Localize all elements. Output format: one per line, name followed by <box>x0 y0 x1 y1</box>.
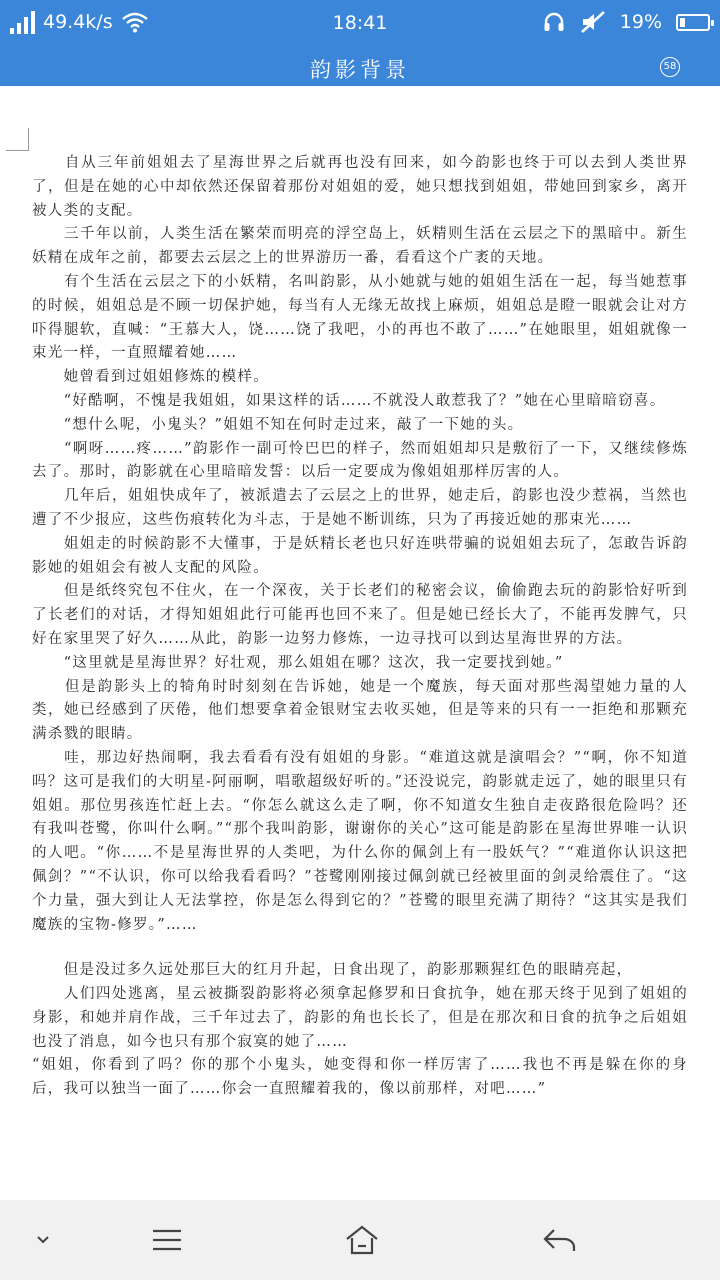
paragraph: 她曾看到过姐姐修炼的模样。 <box>32 369 269 386</box>
home-button[interactable] <box>337 1216 387 1264</box>
mute-icon <box>580 10 606 34</box>
paragraph: 有个生活在云层之下的小妖精，名叫韵影，从小她就与她的姐姐生活在一起，每当她惹事的时候，姐姐总是不顾一切保护她，每当有人无缘无故找上麻烦，姐姐总是瞪一眼就会让对方吓得腿软，直喊：“王慕大人，饶……饶了我吧，小的再也不敢了……”在她眼里，姐姐就像一束光一样，一直照耀着她…… <box>32 273 688 362</box>
paragraph: “好酷啊，不愧是我姐姐，如果这样的话……不就没人敢惹我了？”她在心里暗暗窃喜。 <box>32 392 666 409</box>
document-body <box>32 152 688 1102</box>
chevron-down-button[interactable] <box>18 1216 68 1264</box>
back-button[interactable] <box>535 1216 585 1264</box>
chevron-down-icon <box>34 1234 52 1246</box>
network-speed: 49.4k/s <box>43 11 113 33</box>
paragraph-gap <box>32 937 688 959</box>
paragraph: 三千年以前，人类生活在繁荣而明亮的浮空岛上，妖精则生活在云层之下的黑暗中。新生妖精在成年之前，都要去云层之上的世界游历一番，看看这个广袤的天地。 <box>32 226 688 267</box>
status-time: 18:41 <box>332 12 388 34</box>
page-title: 韵影背景 <box>310 58 410 82</box>
menu-button[interactable] <box>142 1216 192 1264</box>
paragraph: 姐姐走的时候韵影不大懂事，于是妖精长老也只好连哄带骗的说姐姐去玩了，怎敢告诉韵影她的姐姐会有被人支配的风险。 <box>32 535 688 576</box>
battery-percent: 19% <box>619 11 662 33</box>
paragraph: 几年后，姐姐快成年了，被派遣去了云层之上的世界，她走后，韵影也没少惹祸，当然也遭了不少报应，这些伤痕转化为斗志，于是她不断训练，只为了再接近她的那束光…… <box>32 488 688 528</box>
paragraph: 但是纸终究包不住火，在一个深夜，关于长老们的秘密会议，偷偷跑去玩的韵影恰好听到了长老们的对话，才得知姐姐此行可能再也回不来了。但是她已经长大了，不能再发脾气，只好在家里哭了好久……从此，韵影一边努力修炼，一边寻找可以到达星海世界的方法。 <box>32 583 688 647</box>
paragraph: “想什么呢，小鬼头？”姐姐不知在何时走过来，敲了一下她的头。 <box>32 416 524 433</box>
corner-mark <box>6 128 29 151</box>
menu-icon <box>151 1228 183 1252</box>
paragraph: 自从三年前姐姐去了星海世界之后就再也没有回来，如今韵影也终于可以去到人类世界了，但是在她的心中却依然还保留着那份对姐姐的爱，她只想找到姐姐，带她回到家乡，离开被人类的支配。 <box>32 155 688 219</box>
headset-icon <box>542 10 566 34</box>
paragraph: “这里就是星海世界？好壮观，那么姐姐在哪？这次，我一定要找到她。” <box>32 654 564 671</box>
paragraph: 但是韵影头上的犄角时时刻刻在告诉她，她是一个魔族，每天面对那些渴望她力量的人类，她已经感到了厌倦，他们想要拿着金银财宝去收买她，但是等来的只有一一拒绝和那颗充满杀戮的眼睛。 <box>32 678 688 743</box>
paragraph: 哇，那边好热闹啊，我去看看有没有姐姐的身影。“难道这就是演唱会？”“啊，你不知道吗？这可是我们的大明星-阿丽啊，唱歌超级好听的。”还没说完，韵影就走远了，她的眼里只有姐姐。那位男孩连忙赶上去。“你怎么就这么走了啊，你不知道女生独自走夜路很危险吗？还有我叫苍鹭，你叫什么啊。”“那个我叫韵影，谢谢你的关心”这可能是韵影在星海世界唯一认识的人吧。“你……不是星海世界的人类吧，为什么你的佩剑上有一股妖气？”“难道你认识这把佩剑？”“不认识，你可以给我看看吗？”苍鹭刚刚接过佩剑就已经被里面的剑灵给震住了。“这个力量，强大到让人无法掌控，你是怎么得到它的？”苍鹭的眼里充满了期待？“这其实是我们魔族的宝物-修罗。”…… <box>32 749 688 933</box>
paragraph: 人们四处逃离，星云被撕裂韵影将必须拿起修罗和日食抗争，她在那天终于见到了姐姐的身影，和她并肩作战，三千年过去了，韵影的角也长长了，但是在那次和日食的抗争之后姐姐也没了消息，如今也只有那个寂寞的她了…… <box>32 986 688 1050</box>
paragraph: 但是没过多久远处那巨大的红月升起，日食出现了，韵影那颗猩红色的眼睛亮起， <box>32 962 633 979</box>
battery-icon <box>676 14 710 31</box>
back-icon <box>542 1226 578 1254</box>
status-right <box>542 10 710 34</box>
home-icon <box>344 1224 380 1256</box>
status-bar <box>0 0 720 48</box>
paragraph: “姐姐，你看到了吗？你的那个小鬼头，她变得和你一样厉害了……我也不再是躲在你的身后，我可以独当一面了……你会一直照耀着我的，像以前那样，对吧……” <box>32 1057 688 1098</box>
nav-bar <box>0 1200 720 1280</box>
title-bar <box>0 48 720 86</box>
paragraph: “啊呀……疼……”韵影作一副可怜巴巴的样子，然而姐姐却只是敷衍了一下，又继续修炼去了。那时，韵影就在心里暗暗发誓：以后一定要成为像姐姐那样厉害的人。 <box>32 440 688 481</box>
page-number-badge: 58 <box>660 57 680 77</box>
